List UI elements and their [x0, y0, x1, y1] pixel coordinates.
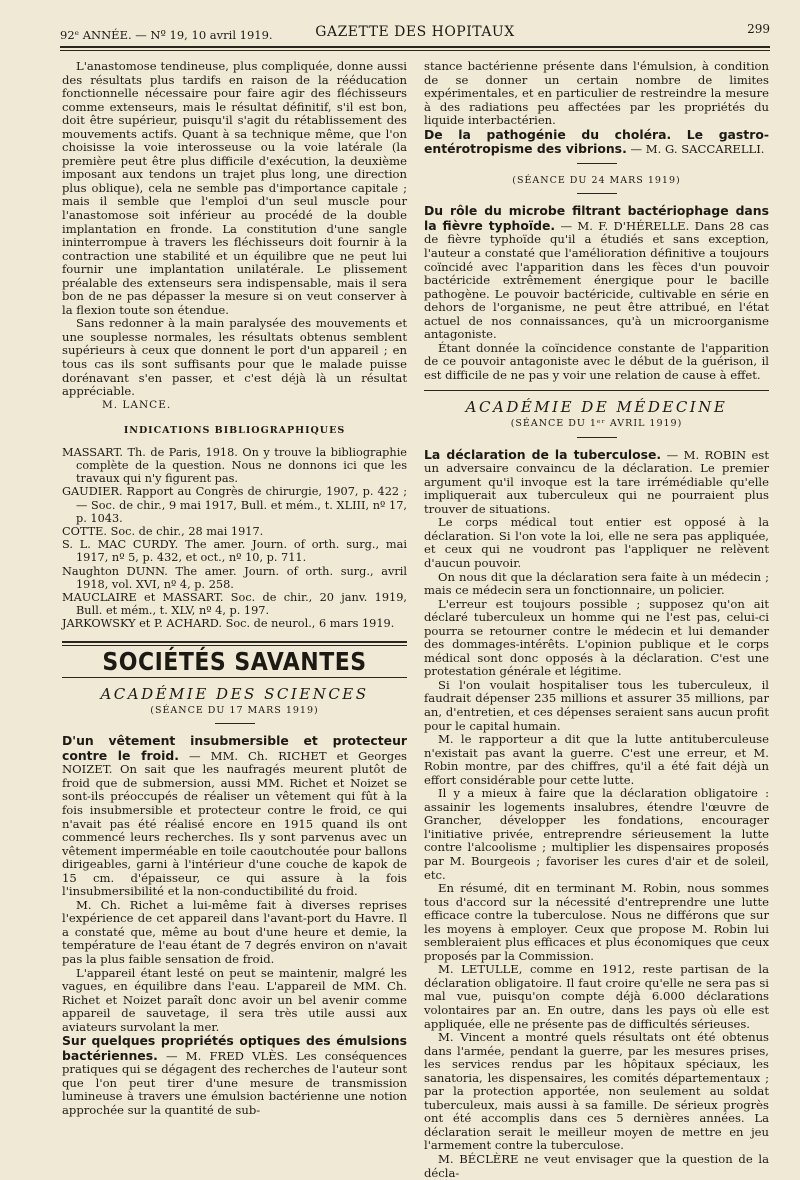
divider: [577, 193, 617, 194]
bibliography-entry: COTTE. Soc. de chir., 28 mai 1917.: [62, 524, 264, 538]
article: [62, 1034, 407, 1117]
paragraph: Le corps médical tout entier est opposé à la déclaration. Si l'on vote la loi, elle ne sera pas appliquée, et ceux qui ne voudront pas l'appliquer ne relèvent d'aucun pouvoir.: [424, 515, 769, 570]
paragraph: L'erreur est toujours possible ; supposez qu'on ait déclaré tuberculeux un homme qui ne l'est pas, celui-ci pourra se retourner contre le médecin et lui demander des dommages-intérêts. L'opinion publique et le corps médical sont donc opposés à la déclaration. C'est une protestation générale et légitime.: [424, 596, 769, 679]
article: [424, 204, 769, 341]
article-title: Sur quelques propriétés optiques des émulsions bactériennes.: [62, 1033, 407, 1063]
section-heading: SOCIÉTÉS SAVANTES: [102, 647, 367, 677]
academy-heading: ACADÉMIE DE MÉDECINE: [465, 398, 728, 417]
divider: [577, 437, 617, 438]
paragraph: En résumé, dit en terminant M. Robin, nous sommes tous d'accord sur la nécessité d'entreprendre une lutte efficace contre la tuberculose. Nous ne différons que sur les moyens à employer. Ceux que propose M. Robin lui sembleraient plus efficaces et plus économiques que ceux proposés par la Commission.: [424, 881, 769, 963]
article-title: D'un vêtement insubmersible et protecteur contre le froid.: [62, 733, 407, 763]
article-title: La déclaration de la tuberculose.: [424, 446, 662, 462]
bibliography-entry: Naughton DUNN. The amer. Journ. of orth. surg., avril 1918, vol. XVI, nº 4, p. 258.: [62, 564, 407, 591]
section-rule: [62, 641, 407, 643]
bibliography-entry: MASSART. Th. de Paris, 1918. On y trouve la bibliographie complète de la question. Nous ne donnons ici que les travaux qui n'y figurent pas.: [62, 445, 407, 486]
issue-info: 92ᵉ ANNÉE. — Nº 19, 10 avril 1919.: [60, 28, 273, 42]
paragraph: L'anastomose tendineuse, plus compliquée, donne aussi des résultats plus tardifs en raison de la rééducation fonctionnelle nécessaire pour faire agir des fléchisseurs comme extenseurs, mais le résultat définitif, s'il est bon, doit être supérieur, puisqu'il s'agit du rétablissement des mouvements actifs. Quant à sa technique même, que l'on choisisse la voie interosseuse ou la voie latérale (la première peut être plus difficile d'exécution, la deuxième imposant aux tendons un trajet plus long, une direction plus oblique), cela ne semble pas d'importance capitale ; mais il semble que l'emploi d'un seul muscle pour l'anastomose soit inférieur au procédé de la double implantation en fronde. La constitution d'une sangle ininterrompue à travers les fléchisseurs doit fournir à la contraction une stabilité et un équilibre que ne peut lui fournir une implantation unilatérale. Le plissement préalable des extenseurs sera indispensable, mais il sera bon de ne pas dépasser la mesure si on veut conserver à la flexion toute son étendue.: [62, 59, 407, 317]
article-text: — M. ROBIN est un adversaire convaincu de la déclaration. Le premier argument qu'il invoque est la tare irrémédiable qu'elle impliquerait aux tuberculeux qui ne pourraient plus trouver de situations.: [424, 447, 770, 516]
paragraph: On nous dit que la déclaration sera faite à un médecin ; mais ce médecin sera un fonctionnaire, un policier.: [424, 569, 769, 598]
article-text: — M. FRED VLÈS. Les conséquences pratiques qui se dégagent des recherches de l'auteur sont que l'on peut tirer d'une mesure de transmission lumineuse à travers une émulsion bactérienne une notion approchée sur la quantité de sub-: [62, 1048, 408, 1118]
paragraph: Il y a mieux à faire que la déclaration obligatoire : assainir les logements insalubres, étendre l'œuvre de Grancher, développer les fondations, encourager l'initiative privée, entreprendre sérieusement la lutte contre l'alcoolisme ; multiplier les dispensaires proposés par M. Bourgeois ; favoriser les cures d'air et de soleil, etc.: [424, 786, 769, 882]
bibliography-list: [62, 446, 407, 631]
divider: [577, 163, 617, 164]
divider: [215, 723, 255, 724]
article-text: — M. G. SACCARELLI.: [630, 142, 765, 157]
bibliography-entry: JARKOWSKY et P. ACHARD. Soc. de neurol., 6 mars 1919.: [62, 617, 395, 631]
bibliography-title: INDICATIONS BIBLIOGRAPHIQUES: [123, 425, 346, 437]
bibliography-entry: GAUDIER. Rapport au Congrès de chirurgie, 1907, p. 422 ; — Soc. de chir., 9 mai 1917, Bull. et mém., t. XLIII, nº 17, p. 1043.: [62, 485, 407, 525]
paragraph: M. LETULLE, comme en 1912, reste partisan de la déclaration obligatoire. Il faut croire qu'elle ne sera pas si mal vue, puisqu'on compte déjà 6.000 déclarations volontaires par an. En outre, dans les pays où elle est appliquée, elle ne présente pas de difficultés sérieuses.: [424, 962, 769, 1031]
paragraph: Sans redonner à la main paralysée des mouvements et une souplesse normales, les résultats obtenus semblent supérieurs à ceux que donnent le port d'un appareil ; en tous cas ils sont suffisants pour que le malade puisse dorénavant s'en passer, et c'est déjà là un résultat appréciable.: [62, 316, 407, 399]
session-date: (SÉANCE DU 17 MARS 1919): [150, 704, 319, 716]
session-date: (SÉANCE DU 1ᵉʳ AVRIL 1919): [510, 418, 683, 430]
divider: [62, 677, 407, 678]
paragraph: M. Ch. Richet a lui-même fait à diverses reprises l'expérience de cet appareil dans l'avant-port du Havre. Il a constaté que, même au bout d'une heure et demie, la température de l'eau étant de 7 degrés environ on n'avait pas la plus faible sensation de froid.: [62, 897, 407, 966]
bibliography-entry: MAUCLAIRE et MASSART. Soc. de chir., 20 janv. 1919, Bull. et mém., t. XLV, nº 4, p. 197.: [62, 591, 407, 618]
paragraph: L'appareil étant lesté on peut se maintenir, malgré les vagues, en équilibre dans l'eau. L'appareil de MM. Ch. Richet et Noizet paraît donc avoir un bel avenir comme appareil de sauvetage, il sera très utile aussi aux aviateurs survolant la mer.: [62, 965, 407, 1034]
page-header: [60, 22, 770, 42]
header-rule-thin: [60, 50, 770, 51]
article: [62, 734, 407, 899]
paragraph: Étant donnée la coïncidence constante de l'apparition de ce pouvoir antagoniste avec le début de la guérison, il est difficile de ne pas y voir une relation de cause à effet.: [424, 340, 769, 382]
article-text: — MM. Ch. RICHET et Georges NOIZET. On sait que les naufragés meurent plutôt de froid que de submersion, aussi MM. Richet et Noizet se sont-ils préoccupés de réaliser un vêtement qui fût à la fois insubmersible et protecteur contre le froid, ce qui n'avait pas été réalisé encore en 1915 quand ils ont commencé leurs recherches. Ils y sont parvenus avec un vêtement imperméable en toile caoutchoutée pour ballons dirigeables, garni à l'intérieur d'une couche de kapok de 15 cm. d'épaisseur, ce qui assure à la fois l'insubmersibilité et la non-conductibilité du froid.: [62, 748, 408, 899]
header-rule: [60, 46, 770, 48]
session-date: (SÉANCE DU 24 MARS 1919): [512, 174, 681, 186]
article: [424, 128, 769, 157]
article-title: Du rôle du microbe filtrant bactériophage dans la fièvre typhoïde.: [424, 203, 769, 233]
paragraph: M. le rapporteur a dit que la lutte antituberculeuse n'existait pas avant la guerre. C'est une erreur, et M. Robin montre, par des chiffres, qu'il a été fait déjà un effort considérable pour cette lutte.: [424, 732, 769, 787]
paragraph: M. Vincent a montré quels résultats ont été obtenus dans l'armée, pendant la guerre, par les mesures prises, les services rendus par les hôpitaux spéciaux, les sanatoria, les dispensaires, les comités départementaux ; par la protection apportée, non seulement au soldat tuberculeux, mais aussi à sa famille. De sérieux progrès ont été accomplis dans ces 5 dernières années. La déclaration serait le meilleur moyen de mettre en jeu l'armement contre la tuberculose.: [424, 1030, 769, 1153]
paragraph: Si l'on voulait hospitaliser tous les tuberculeux, il faudrait dépenser 235 millions et assurer 35 millions, par an, d'entretien, et ces dépenses seraient sans aucun profit pour le capital humain.: [424, 677, 769, 733]
article-title: De la pathogénie du choléra. Le gastro-entérotropisme des vibrions.: [424, 126, 769, 157]
article: [424, 448, 769, 517]
left-column: [62, 60, 407, 1118]
paragraph: stance bactérienne présente dans l'émulsion, à condition de se donner un certain nombre de limites expérimentales, et en particulier de restreindre la mesure à des radiations peu affectées par les propriétés du liquide interbactérien.: [424, 59, 769, 128]
academy-heading: ACADÉMIE DES SCIENCES: [100, 685, 369, 704]
right-column: [424, 60, 769, 1180]
bibliography-entry: S. L. MAC CURDY. The amer. Journ. of orth. surg., mai 1917, nº 5, p. 432, et oct., nº 10, p. 711.: [62, 538, 407, 565]
section-rule-thin: [62, 645, 407, 646]
article-text: — M. F. D'HÉRELLE. Dans 28 cas de fièvre typhoïde qu'il a étudiés et sans exception, l'auteur a constaté que l'amélioration définitive a toujours coïncidé avec l'apparition dans les fèces d'un pouvoir bactéricide extrêmement énergique pour le bacille pathogène. Le pouvoir bactéricide, cultivable en série en dehors de l'organisme, ne peut être attribué, en l'état actuel de nos connaissances, qu'à un microorganisme antagoniste.: [424, 218, 769, 342]
journal-title: GAZETTE DES HOPITAUX: [315, 24, 515, 40]
page-number: 299: [747, 22, 770, 36]
author-signature: M. LANCE.: [102, 398, 172, 411]
divider: [424, 390, 769, 391]
paragraph: M. BÉCLÈRE ne veut envisager que la question de la décla-: [424, 1152, 769, 1180]
